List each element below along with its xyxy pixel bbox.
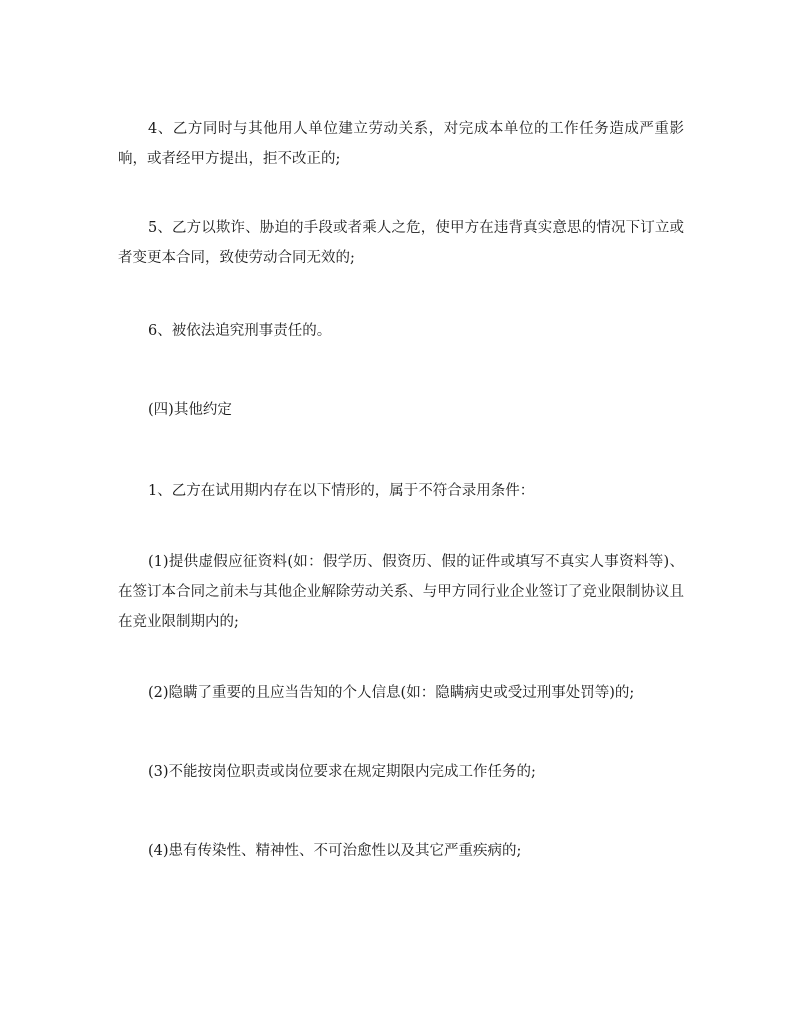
probation-item-1-paragraph: (1)提供虚假应征资料(如：假学历、假资历、假的证件或填写不真实人事资料等)、在签订本合同之前未与其他企业解除劳动关系、与甲方同行业企业签订了竞业限制协议且在竞业限制期内的; xyxy=(118,554,684,630)
probation-item-2-paragraph: (2)隐瞒了重要的且应当告知的个人信息(如：隐瞒病史或受过刑事处罚等)的; xyxy=(148,685,635,701)
clause-4-paragraph: 4、乙方同时与其他用人单位建立劳动关系，对完成本单位的工作任务造成严重影响，或者经甲方提出，拒不改正的; xyxy=(118,121,684,167)
section-heading-other-agreements: (四)其他约定 xyxy=(148,402,232,418)
probation-item-3-paragraph: (3)不能按岗位职责或岗位要求在规定期限内完成工作任务的; xyxy=(148,764,536,780)
probation-item-4-paragraph: (4)患有传染性、精神性、不可治愈性以及其它严重疾病的; xyxy=(148,843,522,859)
clause-5-paragraph: 5、乙方以欺诈、胁迫的手段或者乘人之危，使甲方在违背真实意思的情况下订立或者变更本合同，致使劳动合同无效的; xyxy=(118,220,684,266)
clause-6-paragraph: 6、被依法追究刑事责任的。 xyxy=(148,323,332,339)
probation-clause-paragraph: 1、乙方在试用期内存在以下情形的，属于不符合录用条件： xyxy=(148,483,535,499)
